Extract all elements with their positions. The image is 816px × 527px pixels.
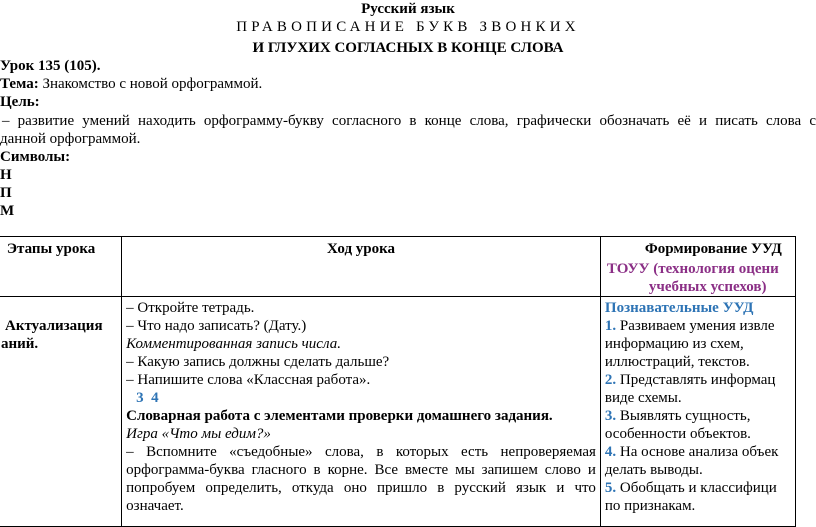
goal-line-2: данной орфограммой. <box>0 131 141 147</box>
process-line-6: 3 4 <box>136 390 159 406</box>
process-line-12: означает. <box>126 498 184 514</box>
stage-cell <box>0 297 122 527</box>
topic-title-line2: И ГЛУХИХ СОГЛАСНЫХ В КОНЦЕ СЛОВА <box>252 40 564 56</box>
topic-title-spaced: ПРАВОПИСАНИЕ БУКВ ЗВОНКИХ <box>236 19 580 35</box>
process-line-2: – Что надо записать? (Дату.) <box>126 318 307 334</box>
lesson-topic <box>0 75 262 93</box>
process-line-5: – Напишите слова «Классная работа». <box>126 372 371 388</box>
goal-label: Цель: <box>0 94 40 110</box>
stage-name-line-2: аний. <box>1 336 39 352</box>
process-line-4: – Какую запись должны сделать дальше? <box>126 354 390 370</box>
topic-label: Тема: <box>0 76 39 92</box>
process-header-cell <box>122 237 601 297</box>
goal-line-1: – развитие умений находить орфограмму-букву согласного в конце слова, графически обозначать её и писать слова с <box>2 113 816 129</box>
process-line-8: Игра «Что мы едим?» <box>126 426 271 442</box>
lesson-table <box>0 236 796 527</box>
symbols-label: Символы: <box>0 149 71 165</box>
symbol-3: М <box>0 203 15 219</box>
uud-item-1-line-2: информацию из схем, <box>604 336 744 352</box>
subject-title: Русский язык <box>361 1 455 17</box>
col-header-touu-2: учебных успехов) <box>648 279 767 295</box>
uud-item-3-line-2: особенности объектов. <box>604 426 751 442</box>
symbol-2: П <box>0 185 12 201</box>
symbol-1: Н <box>0 167 12 183</box>
uud-item-1-line-1: 1. Развиваем умения извле <box>604 318 775 334</box>
uud-title: Познавательные УУД <box>604 300 754 316</box>
col-header-uud: Формирование УУД <box>644 241 782 257</box>
uud-item-4-line-1: 4. На основе анализа объек <box>604 444 779 460</box>
uud-item-2-line-1: 2. Представлять информац <box>604 372 776 388</box>
col-header-process: Ход урока <box>327 241 396 257</box>
process-line-1: – Откройте тетрадь. <box>126 300 255 316</box>
process-cell <box>122 297 601 527</box>
uud-item-5-line-1: 5. Обобщать и классифици <box>604 480 777 496</box>
process-line-3: Комментированная запись числа. <box>126 336 341 352</box>
col-header-touu: ТОУУ (технология оцени <box>606 261 779 277</box>
process-line-7: Словарная работа с элементами проверки домашнего задания. <box>126 408 553 424</box>
stage-name-line-1: Актуализация <box>5 318 103 334</box>
uud-item-1-line-3: иллюстраций, текстов. <box>604 354 750 370</box>
uud-item-4-line-2: делать выводы. <box>604 462 703 478</box>
uud-header-cell <box>600 237 795 297</box>
table-row-actualization <box>0 297 796 527</box>
uud-item-2-line-2: виде схемы. <box>604 390 682 406</box>
lesson-number: Урок 135 (105). <box>0 58 101 74</box>
stages-header-cell <box>0 237 122 297</box>
process-line-10: орфограмма-буква гласного в корне. Все вместе мы запишем слово и <box>126 462 596 478</box>
uud-item-3-line-1: 3. Выявлять сущность, <box>604 408 751 424</box>
uud-cell <box>600 297 795 527</box>
process-line-11: попробуем определить, откуда оно пришло в русский язык и что <box>126 480 596 496</box>
table-header-row <box>0 237 796 297</box>
col-header-stages: Этапы урока <box>6 241 96 257</box>
uud-item-5-line-2: по признакам. <box>604 498 696 514</box>
topic-text: Знакомство с новой орфограммой. <box>42 76 263 92</box>
process-line-9: – Вспомните «съедобные» слова, в которых есть непроверяемая <box>126 444 596 460</box>
